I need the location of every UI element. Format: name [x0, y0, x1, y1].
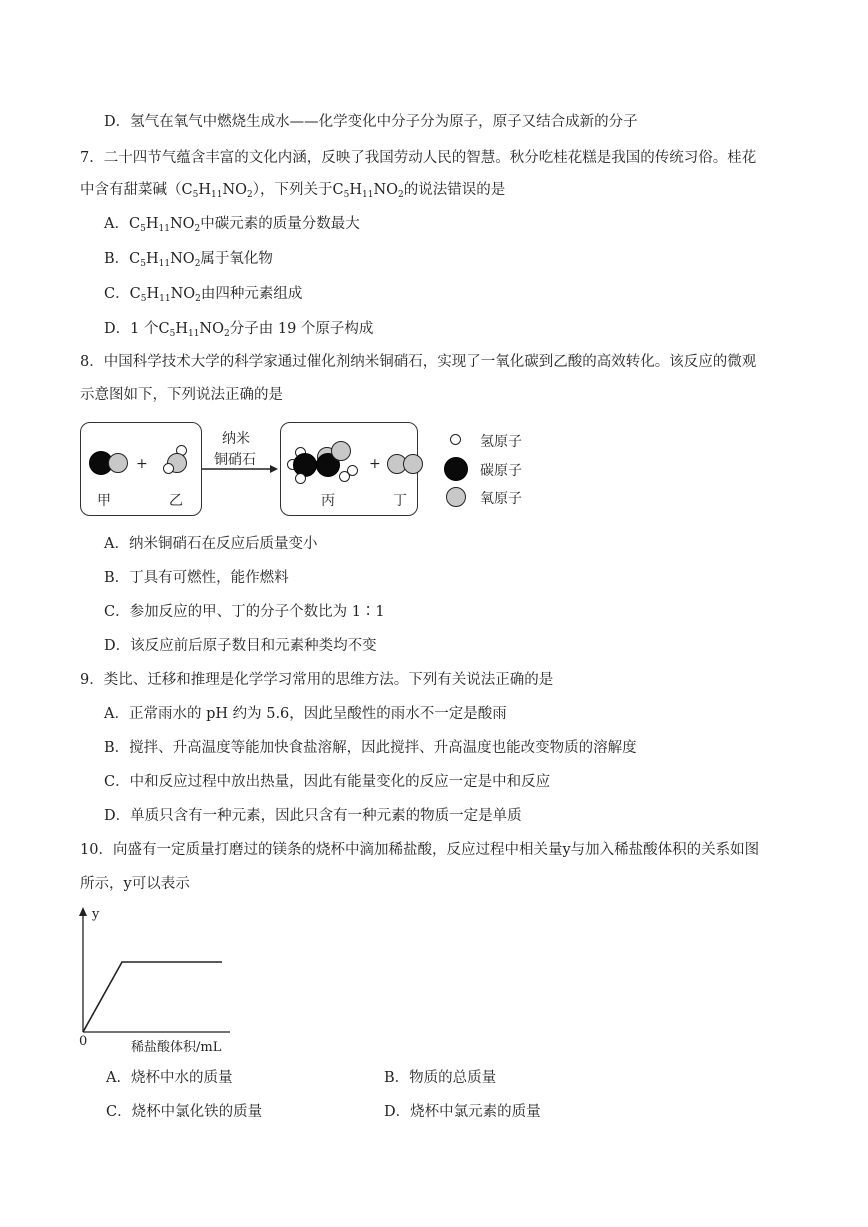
q8-stem-line2: 示意图如下，下列说法正确的是 [80, 387, 283, 403]
q8-stem-line1: 8．中国科学技术大学的科学家通过催化剂纳米铜硝石，实现了一氧化碳到乙酸的高效转化。该反应的微观 [80, 354, 757, 370]
graph-y-label: y [92, 907, 100, 922]
reaction-arrow-icon [200, 463, 280, 475]
graph-origin-label: 0 [79, 1034, 88, 1049]
graph-x-label: 稀盐酸体积/mL [131, 1040, 222, 1055]
oxygen-atom [108, 453, 128, 473]
legend-oxygen-icon [446, 487, 466, 507]
legend-hydrogen-label: 氢原子 [480, 434, 522, 450]
q8-option-d: D．该反应前后原子数目和元素种类均不变 [104, 638, 377, 654]
q9-option-d: D．单质只含有一种元素，因此只含有一种元素的物质一定是单质 [104, 808, 522, 824]
q7-stem-line1: 7．二十四节气蕴含丰富的文化内涵，反映了我国劳动人民的智慧。秋分吃桂花糕是我国的传统习俗。桂花 [80, 150, 757, 166]
q8-option-a: A．纳米铜硝石在反应后质量变小 [104, 536, 318, 552]
reactants-box [80, 422, 202, 516]
q10-stem-line1: 10．向盛有一定质量打磨过的镁条的烧杯中滴加稀盐酸，反应过程中相关量y与加入稀盐酸体积的关系如图 [80, 842, 760, 858]
q9-option-c: C．中和反应过程中放出热量，因此有能量变化的反应一定是中和反应 [104, 774, 551, 790]
q9-option-b: B．搅拌、升高温度等能加快食盐溶解，因此搅拌、升高温度也能改变物质的溶解度 [104, 740, 637, 756]
q10-option-d: D．烧杯中氯元素的质量 [384, 1104, 541, 1120]
plus-sign: + [136, 456, 148, 472]
y-axis-arrow-icon [79, 907, 87, 916]
catalyst-label-1: 纳米 [222, 431, 250, 447]
q10-stem-line2: 所示，y可以表示 [80, 876, 190, 892]
oxygen-atom [331, 441, 351, 461]
hydrogen-atom [347, 465, 358, 476]
plus-sign: + [369, 456, 381, 472]
q10-graph [70, 905, 240, 1055]
products-box [280, 422, 418, 516]
label-ding: 丁 [393, 493, 407, 509]
q9-option-a: A．正常雨水的 pH 约为 5.6，因此呈酸性的雨水不一定是酸雨 [104, 706, 507, 722]
label-yi: 乙 [169, 493, 183, 509]
legend-oxygen-label: 氧原子 [480, 491, 522, 507]
label-jia: 甲 [97, 493, 111, 509]
q7-option-d: D．1 个$C_5H_{11}NO_2$分子由 19 个原子构成 [104, 321, 374, 339]
legend-carbon-icon [444, 457, 468, 481]
curve [83, 962, 222, 1032]
hydrogen-atom [163, 463, 174, 474]
q9-stem: 9．类比、迁移和推理是化学学习常用的思维方法。下列有关说法正确的是 [80, 672, 554, 688]
legend-carbon-label: 碳原子 [480, 463, 522, 479]
q8-option-c: C．参加反应的甲、丁的分子个数比为 1∶1 [104, 604, 385, 620]
oxygen-atom [403, 454, 423, 474]
q8-option-b: B．丁具有可燃性，能作燃料 [104, 570, 289, 586]
q7-option-c: C．$C_5H_{11}NO_2$由四种元素组成 [104, 286, 303, 304]
legend-hydrogen-icon [450, 434, 461, 445]
q7-option-a: A．$C_5H_{11}NO_2$中碳元素的质量分数最大 [104, 216, 360, 234]
catalyst-label-2: 铜硝石 [214, 452, 256, 468]
label-bing: 丙 [321, 493, 335, 509]
q10-option-c: C．烧杯中氯化铁的质量 [106, 1104, 263, 1120]
q10-option-a: A．烧杯中水的质量 [106, 1070, 233, 1086]
hydrogen-atom [295, 473, 306, 484]
q10-option-b: B．物质的总质量 [384, 1070, 497, 1086]
q7-option-b: B．$C_5H_{11}NO_2$属于氧化物 [104, 251, 273, 269]
q7-stem-line2: 中含有甜菜碱$(C_5H_{11}NO_2)$，下列关于$C_5H_{11}NO_2$的说法错误的是 [80, 182, 506, 200]
q6-option-d: D．氢气在氧气中燃烧生成水——化学变化中分子分为原子，原子又结合成新的分子 [104, 114, 638, 130]
